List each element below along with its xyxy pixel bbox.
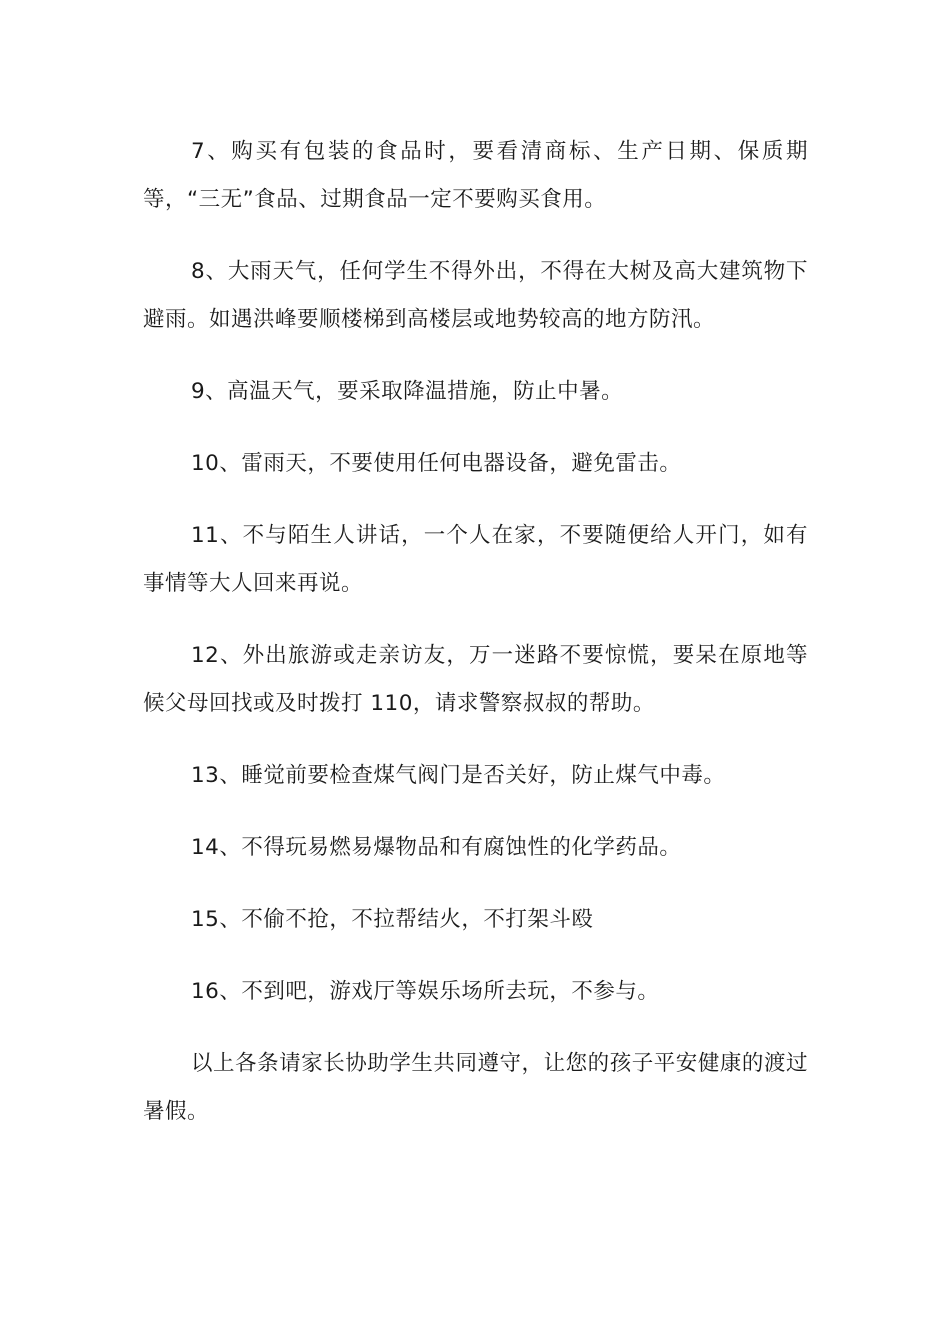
paragraph-rule-16: 16、不到吧，游戏厅等娱乐场所去玩，不参与。 (191, 979, 660, 1004)
paragraph-closing: 以上各条请家长协助学生共同遵守，让您的孩子平安健康的渡过暑假。 (143, 1051, 808, 1124)
paragraph-rule-7: 7、购买有包装的食品时，要看清商标、生产日期、保质期等，“三无”食品、过期食品一定不要购买食用。 (143, 139, 808, 212)
document-body (143, 128, 808, 1136)
paragraph-rule-9: 9、高温天气，要采取降温措施，防止中暑。 (191, 379, 624, 404)
paragraph-rule-14: 14、不得玩易燃易爆物品和有腐蚀性的化学药品。 (191, 835, 682, 860)
paragraph-rule-15: 15、不偷不抢，不拉帮结火，不打架斗殴 (191, 907, 594, 932)
paragraph-rule-13: 13、睡觉前要检查煤气阀门是否关好，防止煤气中毒。 (191, 763, 726, 788)
paragraph-rule-8: 8、大雨天气，任何学生不得外出，不得在大树及高大建筑物下避雨。如遇洪峰要顺楼梯到高楼层或地势较高的地方防汛。 (143, 259, 808, 332)
paragraph-rule-11: 11、不与陌生人讲话，一个人在家，不要随便给人开门，如有事情等大人回来再说。 (143, 523, 808, 596)
paragraph-rule-12: 12、外出旅游或走亲访友，万一迷路不要惊慌，要呆在原地等候父母回找或及时拨打 110，请求警察叔叔的帮助。 (143, 643, 808, 716)
paragraph-rule-10: 10、雷雨天，不要使用任何电器设备，避免雷击。 (191, 451, 682, 476)
